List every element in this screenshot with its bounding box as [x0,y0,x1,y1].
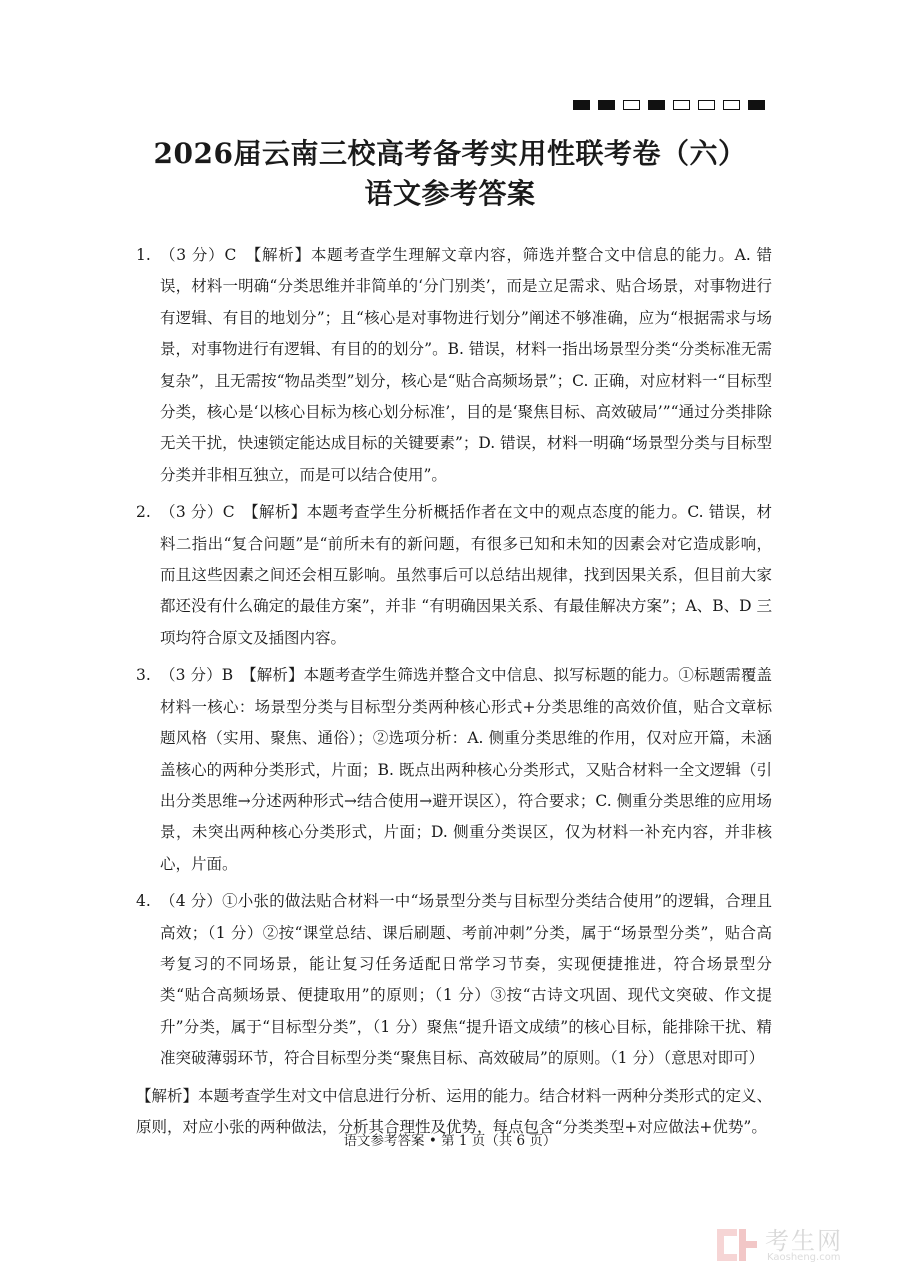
document-subtitle: 语文参考答案 [364,177,536,210]
code-mark [698,100,715,110]
answer-item-1 [136,240,772,491]
answer-code-marks [573,100,765,110]
item-4-analysis: 【解析】本题考查学生对文中信息进行分析、运用的能力。结合材料一两种分类形式的定义、原则，对应小张的两种做法，分析其合理性及优势，每点包含“分类类型+对应做法+优势”。 [136,1086,772,1136]
item-text: （3 分）B 【解析】本题考查学生筛选并整合文中信息、拟写标题的能力。①标题需覆盖材料一核心：场景型分类与目标型分类两种核心形式+分类思维的高效价值，贴合文章标题风格（实用、聚焦、通俗）；②选项分析：A. 侧重分类思维的作用，仅对应开篇，未涵盖核心的两种分类形式，片面；B. 既点出两种核心分类形式，又贴合材料一全文逻辑（引出分类思维→分述两种形式→结合使用→避开误区），符合要求；C. 侧重分类思维的应用场景，未突出两种核心分类形式，片面；D. 侧重分类误区，仅为材料一补充内容，并非核心，片面。 [160,666,772,873]
item-text: （4 分）①小张的做法贴合材料一中“场景型分类与目标型分类结合使用”的逻辑，合理且高效；（1 分）②按“课堂总结、课后刷题、考前冲刺”分类，属于“场景型分类”，贴合高考复习的不同场景，能让复习任务适配日常学习节奏，实现便捷推进，符合场景型分类“贴合高频场景、便捷取用”的原则；（1 分）③按“古诗文巩固、现代文突破、作文提升”分类，属于“目标型分类”，（1 分）聚焦“提升语文成绩”的核心目标，能排除干扰、精准突破薄弱环节，符合目标型分类“聚焦目标、高效破局”的原则。（1 分）（意思对即可） [160,892,772,1068]
code-mark [648,100,665,110]
answer-item-2 [136,497,772,654]
watermark [715,1225,885,1265]
watermark-url: Kaosheng.com [767,1252,841,1263]
code-mark [673,100,690,110]
code-mark [748,100,765,110]
item-number: 2. [136,503,151,522]
answer-item-4 [136,886,772,1074]
code-mark [598,100,615,110]
exam-title: 2026届云南三校高考备考实用性联考卷（六） [153,137,747,170]
answer-list [136,240,772,1143]
item-number: 3. [136,666,151,685]
code-mark [573,100,590,110]
answer-item-3 [136,660,772,880]
item-number: 1. [136,246,151,264]
code-mark [623,100,640,110]
watermark-name: 考生网 [765,1227,843,1255]
page-footer: 语文参考答案 • 第 1 页（共 6 页） [343,1133,557,1149]
code-mark [723,100,740,110]
item-text: （3 分）C 【解析】本题考查学生理解文章内容，筛选并整合文中信息的能力。A. 错误，材料一明确“分类思维并非简单的‘分门别类’，而是立足需求、贴合场景，对事物进行有逻辑、有目的地划分”；且“核心是对事物进行划分”阐述不够准确，应为“根据需求与场景，对事物进行有逻辑、有目的的划分”。B. 错误，材料一指出场景型分类“分类标准无需复杂”，且无需按“物品类型”划分，核心是“贴合高频场景”；C. 正确，对应材料一“目标型分类，核心是‘以核心目标为核心划分标准’，目的是‘聚焦目标、高效破局’”“通过分类排除无关干扰，快速锁定能达成目标的关键要素”；D. 错误，材料一明确“场景型分类与目标型分类并非相互独立，而是可以结合使用”。 [160,246,772,484]
item-number: 4. [136,892,151,911]
item-text: （3 分）C 【解析】本题考查学生分析概括作者在文中的观点态度的能力。C. 错误，材料二指出“复合问题”是“前所未有的新问题，有很多已知和未知的因素会对它造成影响，而且这些因素之间还会相互影响。虽然事后可以总结出规律，找到因果关系，但目前大家都还没有什么确定的最佳方案”，并非 “有明确因果关系、有最佳解决方案”；A、B、D 三项均符合原文及插图内容。 [160,503,772,647]
watermark-logo-icon [715,1225,759,1265]
